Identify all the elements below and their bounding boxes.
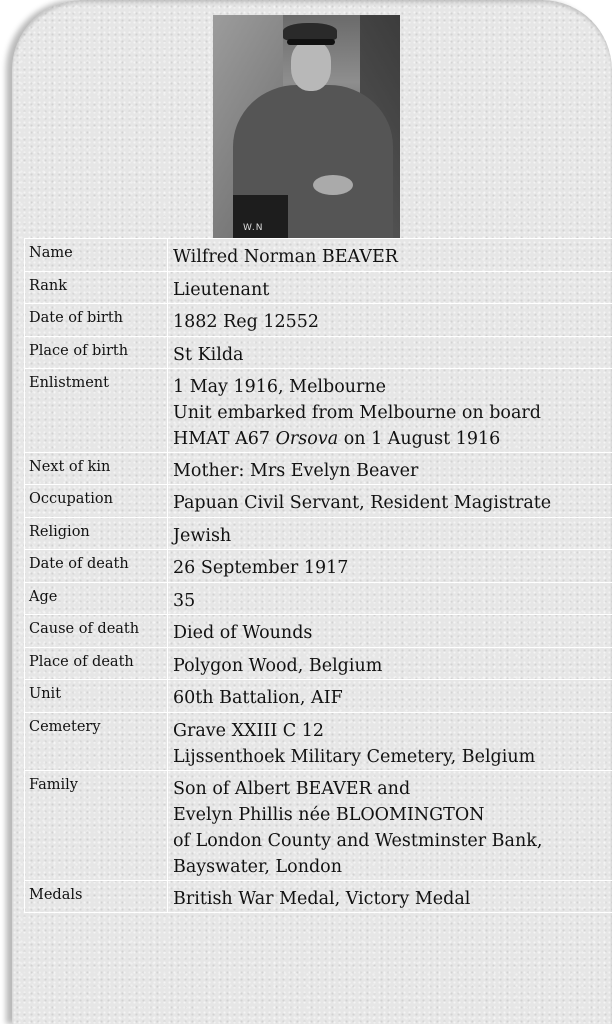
record-row <box>25 713 615 771</box>
record-value-line: Wilfred Norman BEAVER <box>173 247 398 267</box>
record-row <box>25 453 615 485</box>
record-value <box>168 771 615 881</box>
record-value-line: Lijssenthoek Military Cemetery, Belgium <box>173 747 536 767</box>
record-value-line: Papuan Civil Servant, Resident Magistrate <box>173 493 552 513</box>
service-record-table <box>24 238 615 913</box>
record-label: Occupation <box>25 485 168 518</box>
record-value-line: 1 May 1916, Melbourne <box>173 377 387 397</box>
record-label: Date of birth <box>25 304 168 337</box>
record-row <box>25 369 615 453</box>
record-value <box>168 680 615 713</box>
record-label: Unit <box>25 680 168 713</box>
record-value <box>168 518 615 550</box>
record-row <box>25 337 615 369</box>
portrait-photo <box>213 15 400 239</box>
ship-prefix: HMAT A67 <box>173 429 276 449</box>
record-value-line: Mother: Mrs Evelyn Beaver <box>173 461 419 481</box>
record-row <box>25 550 615 583</box>
record-row <box>25 485 615 518</box>
record-row <box>25 680 615 713</box>
record-value-line: Jewish <box>173 526 232 546</box>
photo-trunk-label: W.N <box>243 223 264 233</box>
record-value <box>168 239 615 272</box>
record-value-line: 26 September 1917 <box>173 558 349 578</box>
photo-face <box>291 41 331 91</box>
record-value-line: 60th Battalion, AIF <box>173 688 343 708</box>
record-label: Age <box>25 583 168 615</box>
record-value <box>168 648 615 680</box>
ship-name: Orsova <box>275 429 339 449</box>
record-row <box>25 648 615 680</box>
record-label: Next of kin <box>25 453 168 485</box>
record-value <box>168 550 615 583</box>
record-value <box>168 485 615 518</box>
record-value-line: of London County and Westminster Bank, <box>173 831 543 851</box>
record-value <box>168 453 615 485</box>
record-row <box>25 583 615 615</box>
record-row <box>25 881 615 913</box>
record-label: Family <box>25 771 168 881</box>
record-value-line: 1882 Reg 12552 <box>173 312 320 332</box>
photo-hands <box>313 175 353 195</box>
record-value <box>168 272 615 304</box>
record-value <box>168 369 615 453</box>
record-value-line: Unit embarked from Melbourne on board <box>173 403 541 423</box>
record-value <box>168 881 615 913</box>
record-value-line: British War Medal, Victory Medal <box>173 889 471 909</box>
record-row <box>25 518 615 550</box>
record-label: Medals <box>25 881 168 913</box>
record-value-line: Evelyn Phillis née BLOOMINGTON <box>173 805 485 825</box>
record-value-line: St Kilda <box>173 345 244 365</box>
record-label: Religion <box>25 518 168 550</box>
ship-suffix: on 1 August 1916 <box>338 429 501 449</box>
record-value-line: Died of Wounds <box>173 623 313 643</box>
record-value <box>168 304 615 337</box>
record-value <box>168 583 615 615</box>
service-record-body <box>25 239 615 913</box>
record-label: Place of birth <box>25 337 168 369</box>
record-value <box>168 337 615 369</box>
record-value-line: Son of Albert BEAVER and <box>173 779 411 799</box>
record-label: Cause of death <box>25 615 168 648</box>
record-value-line: Lieutenant <box>173 280 270 300</box>
record-row <box>25 239 615 272</box>
record-label: Cemetery <box>25 713 168 771</box>
record-row <box>25 272 615 304</box>
record-label: Place of death <box>25 648 168 680</box>
record-value-line: 35 <box>173 591 196 611</box>
record-value-line <box>173 426 614 452</box>
record-row <box>25 615 615 648</box>
record-value <box>168 615 615 648</box>
photo-cap-visor <box>287 39 335 45</box>
record-value-line: Polygon Wood, Belgium <box>173 656 383 676</box>
record-label: Rank <box>25 272 168 304</box>
record-value-line: Bayswater, London <box>173 857 342 877</box>
record-value <box>168 713 615 771</box>
record-label: Date of death <box>25 550 168 583</box>
record-label: Enlistment <box>25 369 168 453</box>
record-value-line: Grave XXIII C 12 <box>173 721 325 741</box>
record-label: Name <box>25 239 168 272</box>
record-row <box>25 304 615 337</box>
record-row <box>25 771 615 881</box>
